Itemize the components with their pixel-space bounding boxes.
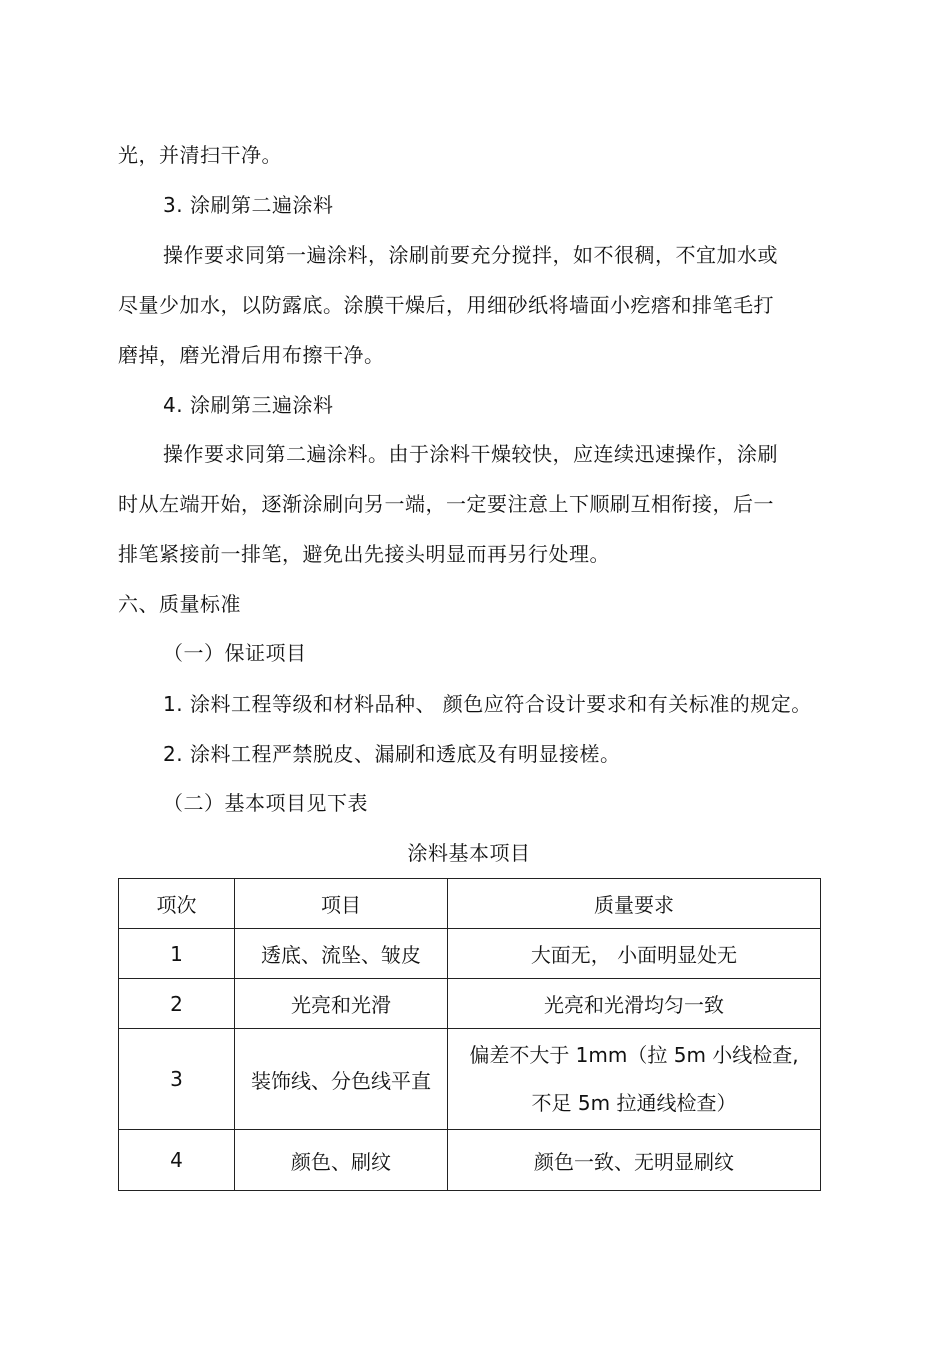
table-header-row [119,879,821,929]
table-cell: 3 [119,1029,235,1130]
paragraph-line: 操作要求同第二遍涂料。由于涂料干燥较快，应连续迅速操作，涂刷 [163,442,778,466]
table-cell: 2 [119,979,235,1029]
table-cell: 颜色、刷纹 [235,1130,448,1191]
table-cell: 大面无， 小面明显处无 [448,929,821,979]
paragraph-line: 磨掉，磨光滑后用布擦干净。 [118,343,385,367]
paragraph-line: 操作要求同第一遍涂料，涂刷前要充分搅拌，如不很稠，不宜加水或 [163,243,778,267]
paragraph-line: 时从左端开始，逐渐涂刷向另一端，一定要注意上下顺刷互相衔接，后一 [118,492,774,516]
table-cell: 光亮和光滑均匀一致 [448,979,821,1029]
paragraph-line: 尽量少加水，以防露底。涂膜干燥后，用细砂纸将墙面小疙瘩和排笔毛打 [118,293,774,317]
paragraph-line: 排笔紧接前一排笔，避免出先接头明显而再另行处理。 [118,542,610,566]
table-row [119,1029,821,1130]
list-item: 1. 涂料工程等级和材料品种、 颜色应符合设计要求和有关标准的规定。 [163,692,812,716]
step-heading-4: 4. 涂刷第三遍涂料 [163,393,334,417]
quality-table [118,878,821,1191]
table-row [119,929,821,979]
list-item: 2. 涂料工程严禁脱皮、漏刷和透底及有明显接槎。 [163,742,621,766]
table-title: 涂料基本项目 [407,841,531,865]
table-cell [448,1029,821,1130]
step-heading-3: 3. 涂刷第二遍涂料 [163,193,334,217]
subsection-heading: （一）保证项目 [163,641,307,665]
cell-text-line: 偏差不大于 1mm（拉 5m 小线检查, [469,1043,799,1067]
section-heading: 六、质量标准 [118,592,241,616]
table-cell: 透底、流坠、皱皮 [235,929,448,979]
header-cell: 项目 [235,879,448,929]
table-cell: 装饰线、分色线平直 [235,1029,448,1130]
header-cell: 质量要求 [448,879,821,929]
subsection-heading: （二）基本项目见下表 [163,791,368,815]
table-cell: 1 [119,929,235,979]
table-row [119,979,821,1029]
table-row [119,1130,821,1191]
paragraph-line: 光，并清扫干净。 [118,143,282,167]
cell-text-line: 不足 5m 拉通线检查） [531,1091,737,1115]
header-cell: 项次 [119,879,235,929]
table-cell: 光亮和光滑 [235,979,448,1029]
table-cell: 颜色一致、无明显刷纹 [448,1130,821,1191]
table-cell: 4 [119,1130,235,1191]
